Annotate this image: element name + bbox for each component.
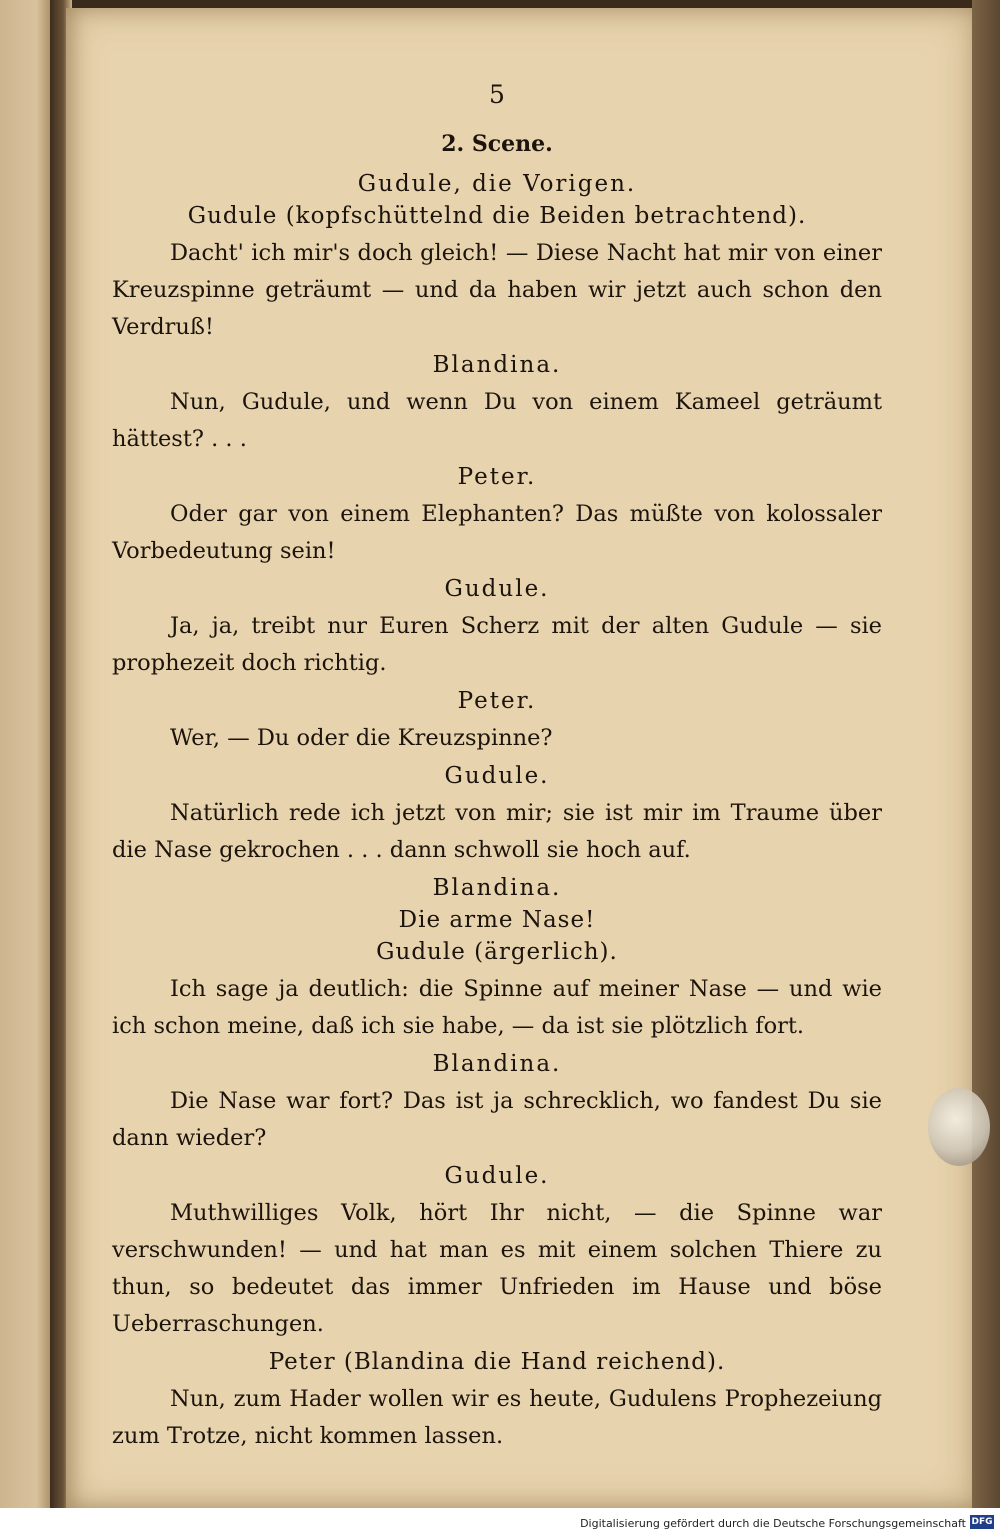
speech-text: Muthwilliges Volk, hört Ihr nicht, — die Spinne war verschwunden! — und hat man es mit einem solchen Thiere zu thun, so bedeutet das immer Unfrieden im Hause und böse Ueberraschungen. (112, 1200, 882, 1337)
speaker-heading: Blandina. (432, 875, 562, 901)
facing-page-edge (0, 0, 52, 1539)
speech-text: Wer, — Du oder die Kreuzspinne? (170, 725, 553, 751)
dfg-logo-icon: DFG (971, 1517, 993, 1527)
speaker-heading: Peter (Blandina die Hand reichend). (268, 1349, 726, 1375)
speaker-heading: Gudule (ärgerlich). (376, 939, 618, 965)
speech-text: Natürlich rede ich jetzt von mir; sie ist mir im Traume über die Nase gekrochen . . . dann schwoll sie hoch auf. (112, 800, 882, 863)
speaker-heading: Gudule. (444, 1163, 550, 1189)
stage-heading: Gudule, die Vorigen. (357, 171, 637, 197)
speech-text: Oder gar von einem Elephanten? Das müßte von kolossaler Vorbedeutung sein! (112, 501, 882, 564)
page-content (112, 80, 882, 1459)
speech-text: Ja, ja, treibt nur Euren Scherz mit der alten Gudule — sie prophezeit doch richtig. (112, 613, 882, 676)
speech-text: Die Nase war fort? Das ist ja schrecklich, wo fandest Du sie dann wieder? (112, 1088, 882, 1151)
speaker-heading: Peter. (457, 464, 537, 490)
speaker-heading: Blandina. (432, 352, 562, 378)
speaker-heading: Gudule (kopfschüttelnd die Beiden betrachtend). (187, 203, 807, 229)
page-number: 5 (489, 80, 505, 109)
book-cover-edge (972, 0, 1000, 1539)
speaker-heading: Peter. (457, 688, 537, 714)
speech-text: Nun, Gudule, und wenn Du von einem Kameel geträumt hättest? . . . (112, 389, 882, 452)
speaker-heading: Gudule. (444, 763, 550, 789)
speech-text: Nun, zum Hader wollen wir es heute, Gudulens Prophezeiung zum Trotze, nicht kommen lassen. (112, 1386, 882, 1449)
speech-line: Die arme Nase! (398, 907, 596, 933)
footer-credit: Digitalisierung gefördert durch die Deutsche Forschungsgemeinschaft (580, 1517, 966, 1530)
speech-text: Ich sage ja deutlich: die Spinne auf meiner Nase — und wie ich schon meine, daß ich sie habe, — da ist sie plötzlich fort. (112, 976, 882, 1039)
page-clip (928, 1088, 990, 1166)
speaker-heading: Blandina. (432, 1051, 562, 1077)
speaker-heading: Gudule. (444, 576, 550, 602)
scene-title: 2. Scene. (441, 131, 553, 157)
speech-text: Dacht' ich mir's doch gleich! — Diese Nacht hat mir von einer Kreuzspinne geträumt — und da haben wir jetzt auch schon den Verdruß! (112, 240, 882, 340)
